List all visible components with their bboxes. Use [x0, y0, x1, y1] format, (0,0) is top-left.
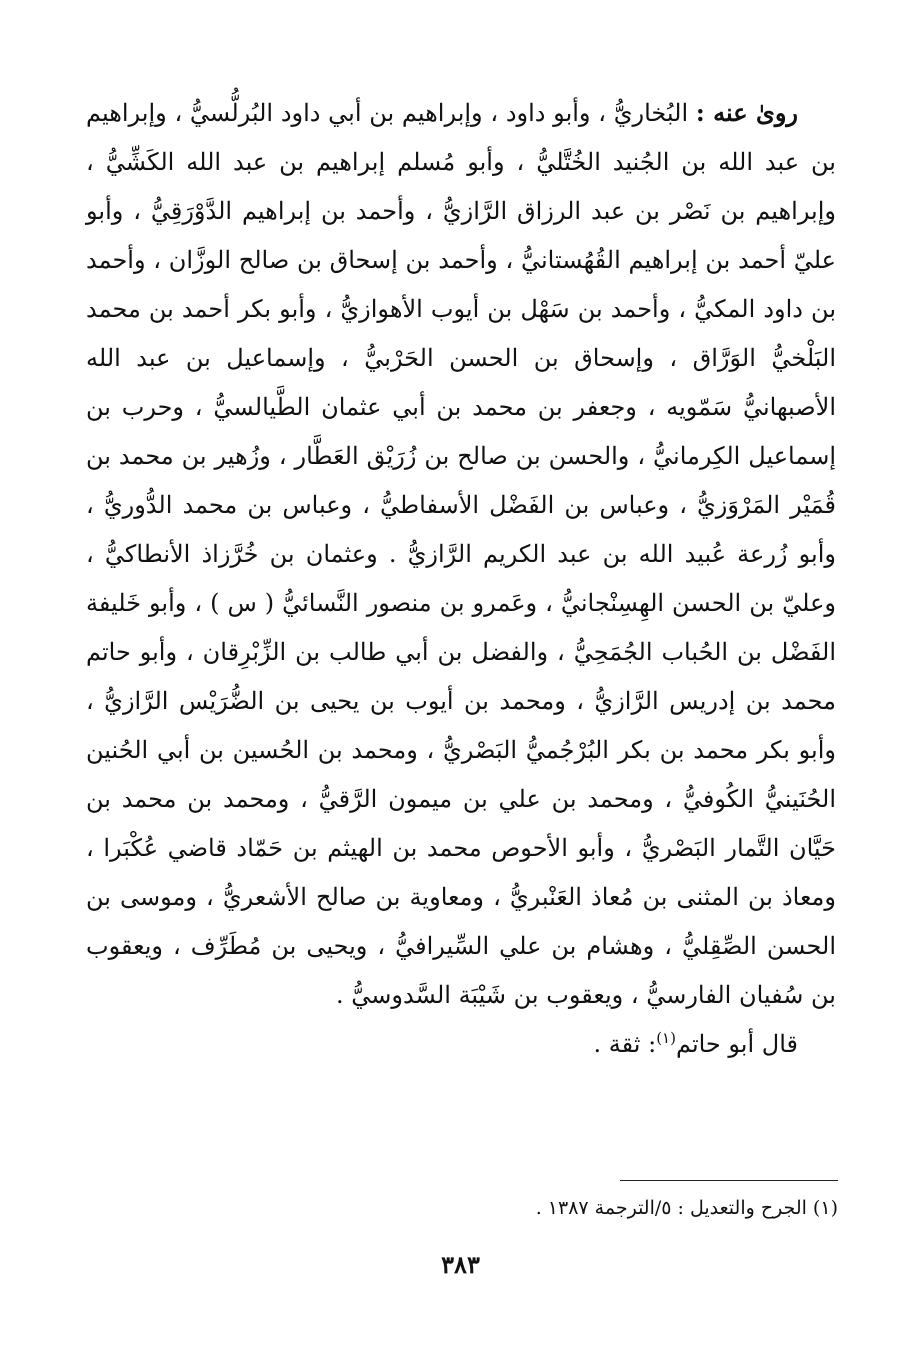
footnote-divider: [620, 1180, 838, 1181]
main-text-block: [86, 88, 836, 1069]
footnote-text: (١) الجرح والتعديل : ٥/الترجمة ١٣٨٧ .: [535, 1197, 838, 1219]
abu-hatim-saying: [86, 1020, 836, 1069]
saying-verdict: : ثقة .: [593, 1030, 657, 1058]
footnote-reference[interactable]: (١): [656, 1029, 676, 1047]
page-number: ٣٨٣: [441, 1250, 480, 1279]
saying-prefix: قال أبو حاتم: [675, 1030, 798, 1058]
narrators-list-text: البُخاريُّ ، وأبو داود ، وإبراهيم بن أبي داود البُرلُّسيُّ ، وإبراهيم بن عبد الله بن الجُنيد الخُتَّليُّ ، وأبو مُسلم إبراهيم بن عبد الله الكَشِّيُّ ، وإبراهيم بن نَصْر بن عبد الرزاق الرَّازيُّ ، وأحمد بن إبراهيم الدَّوْرَقِيُّ ، وأبو عليّ أحمد بن إبراهيم القُهُستانيُّ ، وأحمد بن إسحاق بن صالح الوزَّان ، وأحمد بن داود المكيُّ ، وأحمد بن سَهْل بن أيوب الأهوازيُّ ، وأبو بكر أحمد بن محمد البَلْخيُّ الوَرَّاق ، وإسحاق بن الحسن الحَرْبيُّ ، وإسماعيل بن عبد الله الأصبهانيُّ سَمّويه ، وجعفر بن محمد بن أبي عثمان الطَّيالسيُّ ، وحرب بن إسماعيل الكِرمانيُّ ، والحسن بن صالح بن زُرَيْق العَطَّار ، وزُهير بن محمد بن قُمَيْر المَرْوَزيُّ ، وعباس بن الفَضْل الأسفاطيُّ ، وعباس بن محمد الدُّوريُّ ، وأبو زُرعة عُبيد الله بن عبد الكريم الرَّازيُّ . وعثمان بن خُرَّزاذ الأنطاكيُّ ، وعليّ بن الحسن الهِسِنْجانيُّ ، وعَمرو بن منصور النَّسائيُّ ( س ) ، وأبو خَليفة الفَضْل بن الحُباب الجُمَحِيُّ ، والفضل بن أبي طالب بن الزِّبْرِقان ، وأبو حاتم محمد بن إدريس الرَّازيُّ ، ومحمد بن أيوب بن يحيى بن الضُّرَيْس الرَّازيُّ ، وأبو بكر محمد بن بكر البُرْجُميُّ البَصْريُّ ، ومحمد بن الحُسين بن أبي الحُنين الحُنَينيُّ الكُوفيُّ ، ومحمد بن علي بن ميمون الرَّقيُّ ، ومحمد بن محمد بن حَيَّان التَّمار البَصْريُّ ، وأبو الأحوص محمد بن الهيثم بن حَمّاد قاضي عُكْبَرا ، ومعاذ بن المثنى بن مُعاذ العَنْبريُّ ، ومعاوية بن صالح الأشعريُّ ، وموسى بن الحسن الصِّقِليُّ ، وهشام بن علي السِّيرافيُّ ، ويحيى بن مُطَرِّف ، ويعقوب بن سُفيان الفارسيُّ ، ويعقوب بن شَيْبَة السَّدوسيُّ .: [86, 99, 837, 1009]
footnote: [86, 1193, 838, 1223]
narrated-from-label: روىٰ عنه :: [695, 98, 798, 127]
narrators-paragraph: [86, 88, 836, 1020]
